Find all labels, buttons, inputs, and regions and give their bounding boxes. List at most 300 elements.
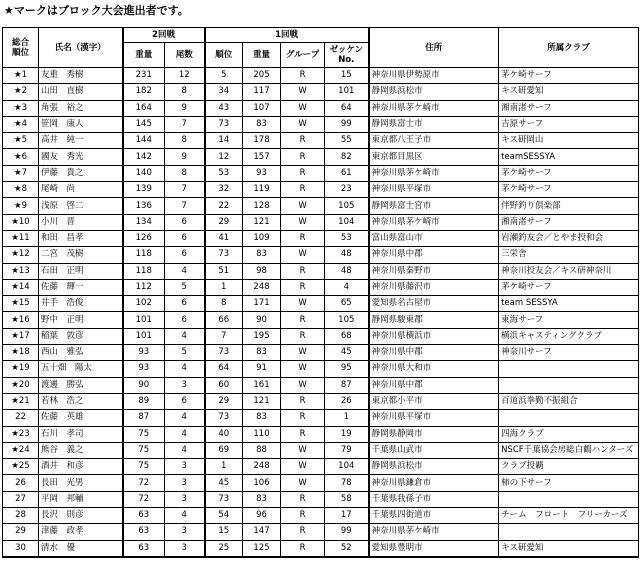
club-cell [499, 377, 639, 393]
count-round2-cell: 6 [165, 214, 205, 230]
count-round2-cell: 5 [165, 279, 205, 295]
order-round1-cell: 15 [205, 524, 243, 540]
address-cell: 神奈川県茅ケ崎市 [369, 524, 499, 540]
order-round1-cell: 32 [205, 182, 243, 198]
name-cell: 井手 浩俊 [39, 296, 123, 312]
name-cell: 國友 秀光 [39, 149, 123, 165]
zekken-cell: 23 [325, 182, 369, 198]
group-cell: R [281, 524, 325, 540]
weight-round1-cell: 178 [243, 133, 281, 149]
group-cell: W [281, 247, 325, 263]
zekken-cell: 17 [325, 508, 369, 524]
rank-cell: ★12 [3, 247, 39, 263]
table-row [3, 198, 639, 214]
club-cell: 三栄舎 [499, 247, 639, 263]
weight-round2-cell: 87 [123, 410, 165, 426]
count-round2-cell: 4 [165, 410, 205, 426]
order-round1-cell: 73 [205, 345, 243, 361]
address-cell: 東京都小平市 [369, 393, 499, 409]
address-cell: 神奈川県平塚市 [369, 410, 499, 426]
order-round1-cell: 51 [205, 263, 243, 279]
weight-round2-cell: 93 [123, 361, 165, 377]
group-cell: R [281, 279, 325, 295]
name-cell: 二宮 茂樹 [39, 247, 123, 263]
rank-cell: ★1 [3, 68, 39, 84]
weight-round1-cell: 96 [243, 508, 281, 524]
weight-round2-cell: 140 [123, 165, 165, 181]
table-row [3, 393, 639, 409]
rank-cell: ★9 [3, 198, 39, 214]
rank-cell: ★18 [3, 345, 39, 361]
weight-round1-cell: 83 [243, 345, 281, 361]
group-cell: W [281, 296, 325, 312]
address-cell: 静岡県静岡市 [369, 426, 499, 442]
order-round1-cell: 29 [205, 393, 243, 409]
weight-round1-cell: 147 [243, 524, 281, 540]
table-row [3, 263, 639, 279]
address-cell: 静岡県富士宮市 [369, 198, 499, 214]
address-cell: 神奈川県鎌倉市 [369, 475, 499, 491]
header-order-round1: 順位 [205, 43, 243, 68]
rank-cell: ★23 [3, 426, 39, 442]
zekken-cell: 79 [325, 442, 369, 458]
header-weight-round1: 重量 [243, 43, 281, 68]
address-cell: 愛知県名古屋市 [369, 296, 499, 312]
header-round2: 2回戦 [123, 28, 205, 43]
table-row [3, 475, 639, 491]
table-row [3, 361, 639, 377]
name-cell: 笹岡 康人 [39, 116, 123, 132]
weight-round2-cell: 139 [123, 182, 165, 198]
weight-round2-cell: 75 [123, 442, 165, 458]
zekken-cell: 78 [325, 475, 369, 491]
table-row [3, 312, 639, 328]
zekken-cell: 99 [325, 116, 369, 132]
zekken-cell: 65 [325, 296, 369, 312]
weight-round2-cell: 118 [123, 263, 165, 279]
results-table [2, 27, 639, 558]
zekken-cell: 95 [325, 361, 369, 377]
address-cell: 神奈川県茅ケ崎市 [369, 214, 499, 230]
address-cell: 静岡県浜松市 [369, 84, 499, 100]
group-cell: R [281, 68, 325, 84]
club-cell: 伴野釣り倶楽部 [499, 198, 639, 214]
order-round1-cell: 1 [205, 279, 243, 295]
weight-round2-cell: 118 [123, 247, 165, 263]
name-cell: 野中 正明 [39, 312, 123, 328]
rank-cell: ★16 [3, 312, 39, 328]
address-cell: 東京都目黒区 [369, 149, 499, 165]
table-row [3, 345, 639, 361]
name-cell: 西山 雅弘 [39, 345, 123, 361]
rank-cell: ★21 [3, 393, 39, 409]
header-address: 住所 [369, 28, 499, 68]
club-cell: 岩瀬釣友会／とやま投和会 [499, 230, 639, 246]
name-cell: 角張 裕之 [39, 100, 123, 116]
weight-round2-cell: 164 [123, 100, 165, 116]
group-cell: W [281, 116, 325, 132]
zekken-cell: 48 [325, 247, 369, 263]
header-row-groups [3, 28, 639, 43]
weight-round1-cell: 93 [243, 165, 281, 181]
zekken-cell: 52 [325, 540, 369, 557]
weight-round2-cell: 93 [123, 345, 165, 361]
rank-cell: ★20 [3, 377, 39, 393]
name-cell: 和田 昌孝 [39, 230, 123, 246]
group-cell: R [281, 410, 325, 426]
group-cell: R [281, 230, 325, 246]
weight-round1-cell: 205 [243, 68, 281, 84]
name-cell: 伊藤 貴之 [39, 165, 123, 181]
group-cell: R [281, 540, 325, 557]
club-cell: 四海クラブ [499, 426, 639, 442]
address-cell: 愛知県豊明市 [369, 540, 499, 557]
zekken-cell: 64 [325, 100, 369, 116]
group-cell: R [281, 508, 325, 524]
table-row [3, 116, 639, 132]
group-cell: W [281, 84, 325, 100]
count-round2-cell: 6 [165, 312, 205, 328]
count-round2-cell: 4 [165, 361, 205, 377]
count-round2-cell: 8 [165, 133, 205, 149]
group-cell: R [281, 165, 325, 181]
table-row [3, 524, 639, 540]
rank-cell: 27 [3, 491, 39, 507]
group-cell: W [281, 214, 325, 230]
weight-round2-cell: 142 [123, 149, 165, 165]
weight-round1-cell: 110 [243, 426, 281, 442]
table-row [3, 540, 639, 557]
name-cell: 小川 晋 [39, 214, 123, 230]
order-round1-cell: 43 [205, 100, 243, 116]
table-row [3, 426, 639, 442]
name-cell: 石田 正明 [39, 263, 123, 279]
club-cell: 百道浜拳勤不振組合 [499, 393, 639, 409]
order-round1-cell: 45 [205, 475, 243, 491]
address-cell: 神奈川県中郡 [369, 345, 499, 361]
group-cell: R [281, 149, 325, 165]
weight-round1-cell: 83 [243, 247, 281, 263]
order-round1-cell: 7 [205, 328, 243, 344]
group-cell: R [281, 182, 325, 198]
rank-cell: 29 [3, 524, 39, 540]
zekken-cell: 48 [325, 263, 369, 279]
name-cell: 津藤 政孝 [39, 524, 123, 540]
order-round1-cell: 66 [205, 312, 243, 328]
club-cell: キス研愛知 [499, 540, 639, 557]
count-round2-cell: 6 [165, 296, 205, 312]
weight-round2-cell: 231 [123, 68, 165, 84]
rank-cell: ★25 [3, 459, 39, 475]
weight-round2-cell: 75 [123, 459, 165, 475]
weight-round2-cell: 63 [123, 508, 165, 524]
count-round2-cell: 5 [165, 345, 205, 361]
weight-round2-cell: 144 [123, 133, 165, 149]
name-cell: 尾崎 尚 [39, 182, 123, 198]
rank-cell: ★11 [3, 230, 39, 246]
club-cell: teamSESSYA [499, 149, 639, 165]
zekken-cell: 104 [325, 459, 369, 475]
name-cell: 高井 純一 [39, 133, 123, 149]
count-round2-cell: 7 [165, 116, 205, 132]
order-round1-cell: 29 [205, 214, 243, 230]
name-cell: 山田 直樹 [39, 84, 123, 100]
order-round1-cell: 5 [205, 68, 243, 84]
address-cell: 神奈川県平塚市 [369, 182, 499, 198]
zekken-cell: 15 [325, 68, 369, 84]
club-cell: NSCF千葉協会房総白鶴ハンターズ [499, 442, 639, 458]
table-row [3, 442, 639, 458]
header-name: 氏名（漢字） [39, 28, 123, 68]
table-row [3, 133, 639, 149]
count-round2-cell: 6 [165, 230, 205, 246]
rank-cell: ★2 [3, 84, 39, 100]
rank-cell: ★6 [3, 149, 39, 165]
weight-round1-cell: 88 [243, 442, 281, 458]
table-row [3, 279, 639, 295]
order-round1-cell: 1 [205, 459, 243, 475]
weight-round2-cell: 102 [123, 296, 165, 312]
rank-cell: ★8 [3, 182, 39, 198]
group-cell: W [281, 198, 325, 214]
weight-round1-cell: 195 [243, 328, 281, 344]
rank-cell: ★4 [3, 116, 39, 132]
weight-round1-cell: 128 [243, 198, 281, 214]
count-round2-cell: 7 [165, 198, 205, 214]
weight-round1-cell: 125 [243, 540, 281, 557]
zekken-cell: 19 [325, 426, 369, 442]
count-round2-cell: 3 [165, 459, 205, 475]
address-cell: 千葉県四街道市 [369, 508, 499, 524]
rank-cell: ★3 [3, 100, 39, 116]
zekken-cell: 61 [325, 165, 369, 181]
address-cell: 神奈川県横浜市 [369, 328, 499, 344]
name-cell: 平岡 邦輔 [39, 491, 123, 507]
weight-round1-cell: 107 [243, 100, 281, 116]
rank-cell: ★19 [3, 361, 39, 377]
weight-round1-cell: 248 [243, 459, 281, 475]
name-cell: 清水 優 [39, 540, 123, 557]
order-round1-cell: 73 [205, 410, 243, 426]
group-cell: R [281, 312, 325, 328]
count-round2-cell: 4 [165, 328, 205, 344]
name-cell: 友重 秀樹 [39, 68, 123, 84]
order-round1-cell: 53 [205, 165, 243, 181]
zekken-cell: 4 [325, 279, 369, 295]
rank-cell: 28 [3, 508, 39, 524]
club-cell: クラブ投覇 [499, 459, 639, 475]
count-round2-cell: 3 [165, 491, 205, 507]
weight-round2-cell: 182 [123, 84, 165, 100]
header-weight-round2: 重量 [123, 43, 165, 68]
name-cell: 稲葉 敦彦 [39, 328, 123, 344]
table-row [3, 247, 639, 263]
address-cell: 静岡県浜松市 [369, 459, 499, 475]
group-cell: W [281, 345, 325, 361]
club-cell: 湘南渚サーフ [499, 214, 639, 230]
name-cell: 五十畑 陽太 [39, 361, 123, 377]
count-round2-cell: 9 [165, 100, 205, 116]
zekken-cell: 58 [325, 491, 369, 507]
count-round2-cell: 4 [165, 263, 205, 279]
group-cell: W [281, 100, 325, 116]
count-round2-cell: 9 [165, 149, 205, 165]
name-cell: 長田 光男 [39, 475, 123, 491]
count-round2-cell: 3 [165, 540, 205, 557]
group-cell: W [281, 459, 325, 475]
club-cell: 柿の下サーフ [499, 475, 639, 491]
count-round2-cell: 8 [165, 84, 205, 100]
zekken-cell: 105 [325, 198, 369, 214]
table-row [3, 100, 639, 116]
table-row [3, 459, 639, 475]
count-round2-cell: 3 [165, 377, 205, 393]
table-row [3, 68, 639, 84]
zekken-cell: 68 [325, 328, 369, 344]
rank-cell: ★17 [3, 328, 39, 344]
rank-cell: 30 [3, 540, 39, 557]
count-round2-cell: 3 [165, 524, 205, 540]
count-round2-cell: 4 [165, 426, 205, 442]
weight-round1-cell: 83 [243, 410, 281, 426]
header-zekken: ゼッケン No. [325, 43, 369, 68]
address-cell: 富山県富山市 [369, 230, 499, 246]
name-cell: 熊谷 義之 [39, 442, 123, 458]
club-cell [499, 524, 639, 540]
club-cell: 神奈川サーフ [499, 345, 639, 361]
order-round1-cell: 14 [205, 133, 243, 149]
rank-cell: 26 [3, 475, 39, 491]
weight-round1-cell: 248 [243, 279, 281, 295]
table-row [3, 84, 639, 100]
club-cell: 横浜キャスティングクラブ [499, 328, 639, 344]
club-cell: キス研愛知 [499, 84, 639, 100]
address-cell: 神奈川県茅ケ崎市 [369, 100, 499, 116]
club-cell: 茅ケ崎サーフ [499, 182, 639, 198]
weight-round1-cell: 90 [243, 312, 281, 328]
table-row [3, 214, 639, 230]
group-cell: W [281, 442, 325, 458]
weight-round2-cell: 101 [123, 328, 165, 344]
address-cell: 千葉県我孫子市 [369, 491, 499, 507]
order-round1-cell: 64 [205, 361, 243, 377]
order-round1-cell: 8 [205, 296, 243, 312]
table-row [3, 149, 639, 165]
count-round2-cell: 7 [165, 182, 205, 198]
club-cell: 茅ケ崎サーフ [499, 165, 639, 181]
order-round1-cell: 41 [205, 230, 243, 246]
name-cell: 佐藤 英雄 [39, 410, 123, 426]
weight-round1-cell: 91 [243, 361, 281, 377]
name-cell: 佐藤 輝一 [39, 279, 123, 295]
table-row [3, 410, 639, 426]
zekken-cell: 53 [325, 230, 369, 246]
order-round1-cell: 54 [205, 508, 243, 524]
address-cell: 東京都八王子市 [369, 133, 499, 149]
name-cell: 浅原 啓二 [39, 198, 123, 214]
name-cell: 渡邊 勝弘 [39, 377, 123, 393]
table-row [3, 491, 639, 507]
group-cell: R [281, 263, 325, 279]
count-round2-cell: 6 [165, 247, 205, 263]
zekken-cell: 105 [325, 312, 369, 328]
club-cell [499, 361, 639, 377]
weight-round1-cell: 119 [243, 182, 281, 198]
weight-round1-cell: 106 [243, 475, 281, 491]
address-cell: 千葉県山武市 [369, 442, 499, 458]
weight-round1-cell: 171 [243, 296, 281, 312]
rank-cell: ★15 [3, 296, 39, 312]
name-cell: 若林 浩之 [39, 393, 123, 409]
address-cell: 神奈川県伊勢原市 [369, 68, 499, 84]
order-round1-cell: 73 [205, 491, 243, 507]
header-round1: 1回戦 [205, 28, 369, 43]
zekken-cell: 82 [325, 149, 369, 165]
count-round2-cell: 4 [165, 442, 205, 458]
weight-round1-cell: 109 [243, 230, 281, 246]
weight-round2-cell: 126 [123, 230, 165, 246]
group-cell: W [281, 361, 325, 377]
header-club: 所属クラブ [499, 28, 639, 68]
address-cell: 神奈川県秦野市 [369, 263, 499, 279]
name-cell: 長沢 則彦 [39, 508, 123, 524]
weight-round2-cell: 89 [123, 393, 165, 409]
page-note: ★マークはブロック大会進出者です。 [4, 4, 189, 17]
count-round2-cell: 6 [165, 393, 205, 409]
group-cell: W [281, 475, 325, 491]
table-row [3, 182, 639, 198]
name-cell: 石川 孝司 [39, 426, 123, 442]
weight-round1-cell: 157 [243, 149, 281, 165]
group-cell: R [281, 133, 325, 149]
weight-round2-cell: 101 [123, 312, 165, 328]
zekken-cell: 55 [325, 133, 369, 149]
weight-round2-cell: 72 [123, 491, 165, 507]
weight-round2-cell: 145 [123, 116, 165, 132]
address-cell: 神奈川県茅ケ崎市 [369, 165, 499, 181]
club-cell: 神奈川投友会／キス研神奈川 [499, 263, 639, 279]
weight-round2-cell: 63 [123, 540, 165, 557]
group-cell: R [281, 426, 325, 442]
address-cell: 神奈川県大和市 [369, 361, 499, 377]
table-row [3, 230, 639, 246]
club-cell: 茅ケ崎サーフ [499, 279, 639, 295]
header-rank: 総合 順位 [3, 28, 39, 68]
results-body [3, 68, 639, 557]
weight-round1-cell: 98 [243, 263, 281, 279]
weight-round2-cell: 90 [123, 377, 165, 393]
order-round1-cell: 34 [205, 84, 243, 100]
club-cell [499, 491, 639, 507]
rank-cell: ★5 [3, 133, 39, 149]
header-group: グループ [281, 43, 325, 68]
zekken-cell: 26 [325, 393, 369, 409]
rank-cell: ★13 [3, 263, 39, 279]
club-cell: キス研岡山 [499, 133, 639, 149]
club-cell: team SESSYA [499, 296, 639, 312]
weight-round2-cell: 112 [123, 279, 165, 295]
rank-cell: ★10 [3, 214, 39, 230]
club-cell: 吉原サーフ [499, 116, 639, 132]
weight-round1-cell: 161 [243, 377, 281, 393]
table-row [3, 165, 639, 181]
group-cell: R [281, 491, 325, 507]
zekken-cell: 104 [325, 214, 369, 230]
count-round2-cell: 3 [165, 475, 205, 491]
address-cell: 神奈川県中郡 [369, 247, 499, 263]
order-round1-cell: 73 [205, 247, 243, 263]
weight-round2-cell: 134 [123, 214, 165, 230]
